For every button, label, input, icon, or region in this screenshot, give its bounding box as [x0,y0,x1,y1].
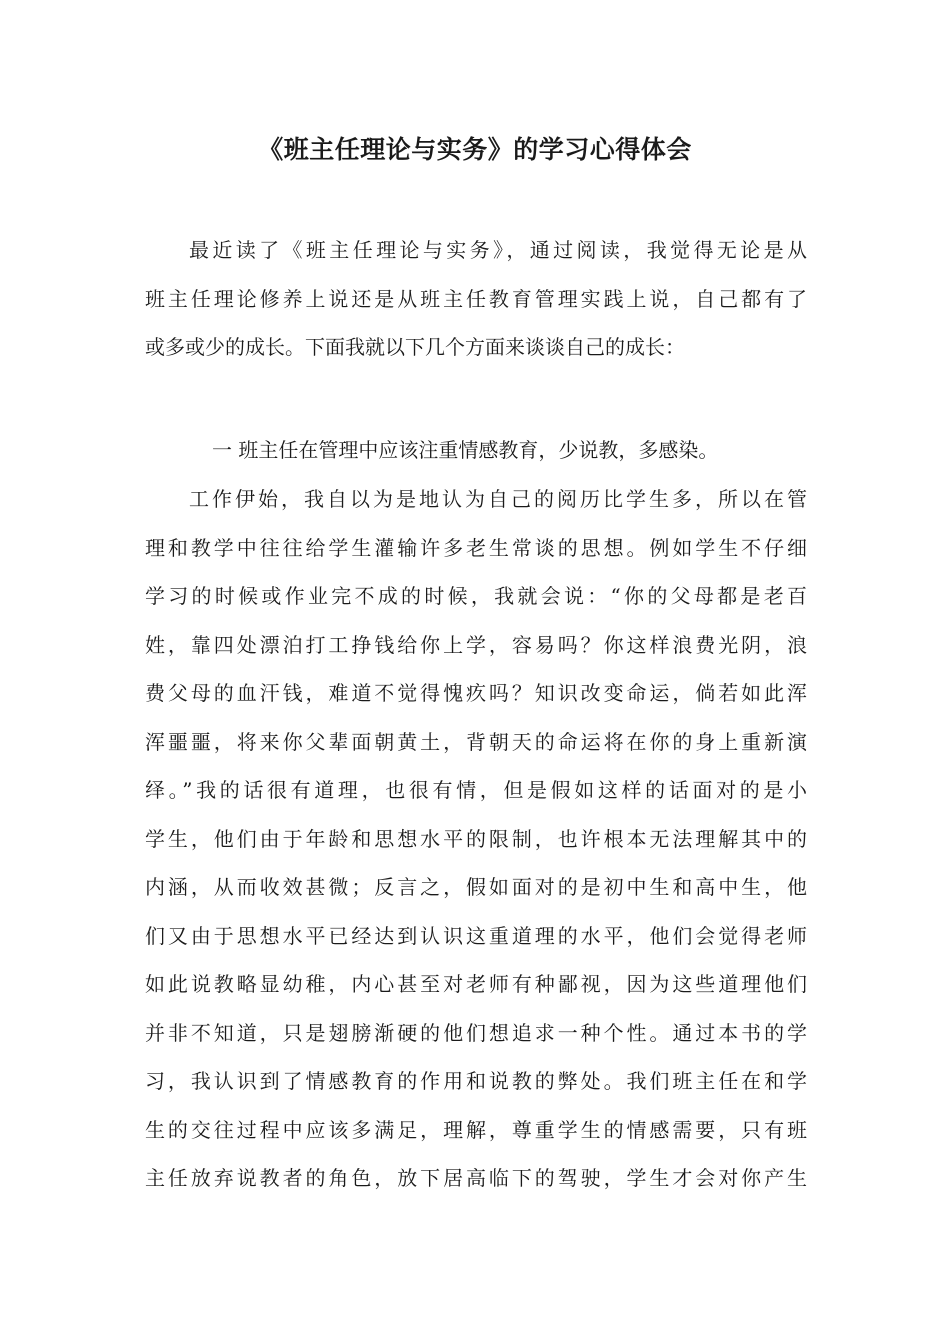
body-line: 学生，他们由于年龄和思想水平的限制，也许根本无法理解其中的 [145,826,807,851]
body-line: 们又由于思想水平已经达到认识这重道理的水平，他们会觉得老师 [145,923,807,948]
body-line: 并非不知道，只是翅膀渐硬的他们想追求一种个性。通过本书的学 [145,1020,807,1045]
intro-line: 或多或少的成长。下面我就以下几个方面来谈谈自己的成长： [145,335,685,359]
intro-line: 最近读了《班主任理论与实务》，通过阅读，我觉得无论是从 [189,238,807,262]
body-line: 主任放弃说教者的角色，放下居高临下的驾驶，学生才会对你产生 [145,1166,807,1190]
body-line: 理和教学中往往给学生灌输许多老生常谈的思想。例如学生不仔细 [145,535,807,560]
section-heading: 一 班主任在管理中应该注重情感教育，少说教，多感染。 [212,438,719,462]
body-line: 姓，靠四处漂泊打工挣钱给你上学，容易吗？你这样浪费光阴，浪 [145,632,807,657]
intro-line: 班主任理论修养上说还是从班主任教育管理实践上说，自己都有了 [145,286,807,311]
body-line: 浑噩噩，将来你父辈面朝黄土，背朝天的命运将在你的身上重新演 [145,729,807,754]
document-title: 《班主任理论与实务》的学习心得体会 [258,135,692,164]
body-line: 绎。”我的话很有道理，也很有情，但是假如这样的话面对的是小 [145,778,807,802]
body-paragraph [145,475,807,1203]
body-line: 生的交往过程中应该多满足，理解，尊重学生的情感需要，只有班 [145,1117,807,1142]
body-line: 学习的时候或作业完不成的时候，我就会说：“你的父母都是老百 [145,584,807,608]
body-line: 内涵，从而收效甚微；反言之，假如面对的是初中生和高中生，他 [145,875,807,899]
body-line: 费父母的血汗钱，难道不觉得愧疚吗？知识改变命运，倘若如此浑 [145,681,807,705]
intro-paragraph [145,226,807,372]
body-line: 习，我认识到了情感教育的作用和说教的弊处。我们班主任在和学 [145,1069,807,1093]
body-line: 工作伊始，我自以为是地认为自己的阅历比学生多，所以在管 [189,487,807,511]
body-line: 如此说教略显幼稚，内心甚至对老师有种鄙视，因为这些道理他们 [145,972,807,996]
